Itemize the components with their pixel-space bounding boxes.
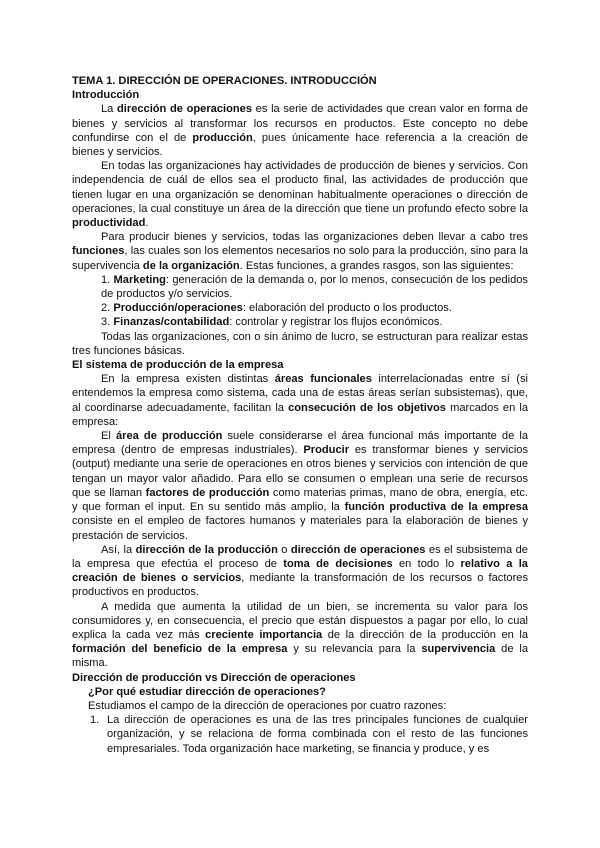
section-heading-vs: Dirección de producción vs Dirección de operaciones xyxy=(72,671,356,684)
document-title: TEMA 1. DIRECCIÓN DE OPERACIONES. INTRODUCCIÓN xyxy=(72,75,377,87)
document-page xyxy=(72,74,528,756)
subsection-heading-why: ¿Por qué estudiar dirección de operaciones? xyxy=(88,685,326,698)
function-item-finanzas: 3. Finanzas/contabilidad: controlar y registrar los flujos económicos. xyxy=(101,316,443,329)
paragraph: Para producir bienes y servicios, todas las organizaciones deben llevar a cabo tres funciones, las cuales son los elementos necesarios no solo para la producción, sino para la supervivencia de la organización. Estas funciones, a grandes rasgos, son las siguientes: xyxy=(72,231,528,272)
paragraph: Estudiamos el campo de la dirección de operaciones por cuatro razones: xyxy=(88,699,447,712)
paragraph: A medida que aumenta la utilidad de un bien, se incrementa su valor para los consumidores y, en consecuencia, el precio que están dispuestos a pagar por ello, lo cual explica la cada vez más creciente importancia de la dirección de la producción en la formación del beneficio de la empresa y su relevancia para la supervivencia de la misma. xyxy=(72,600,529,670)
section-heading-introduccion: Introducción xyxy=(72,89,140,102)
paragraph: En la empresa existen distintas áreas funcionales interrelacionadas entre sí (si entendemos la empresa como sistema, cada una de estas áreas serían subsistemas), que, al coordinarse adecuadamente, facilitan la consecución de los objetivos marcados en la empresa: xyxy=(72,373,529,428)
function-item-produccion: 2. Producción/operaciones: elaboración del producto o los productos. xyxy=(101,302,452,315)
paragraph: Todas las organizaciones, con o sin ánimo de lucro, se estructuran para realizar estas tres funciones básicas. xyxy=(72,330,528,357)
section-heading-sistema: El sistema de producción de la empresa xyxy=(72,359,284,372)
list-item: 1. La dirección de operaciones es una de las tres principales funciones de cualquier organización, y se relaciona de forma combinada con el resto de las funciones empresariales. Toda organización hace marketing, se financia y produce, y es xyxy=(90,714,528,755)
paragraph: En todas las organizaciones hay actividades de producción de bienes y servicios. Con independencia de cuál de ellos sea el producto final, las actividades de producción que tienen lugar en una organización se denominan habitualmente operaciones o dirección de operaciones, la cual constituye un área de la dirección que tiene un profundo efecto sobre la productividad. xyxy=(72,160,528,230)
paragraph: La dirección de operaciones es la serie de actividades que crean valor en forma de bienes y servicios al transformar los recursos en productos. Este concepto no debe confundirse con el de producción, pues únicamente hace referencia a la creación de bienes y servicios. xyxy=(72,103,529,159)
paragraph: Así, la dirección de la producción o dirección de operaciones es el subsistema de la empresa que efectúa el proceso de toma de decisiones en todo lo relativo a la creación de bienes o servicios, mediante la transformación de los recursos o factores productivos en productos. xyxy=(72,543,528,599)
reasons-list xyxy=(72,713,528,756)
paragraph: El área de producción suele considerarse el área funcional más importante de la empresa (dentro de empresas industriales). Producir es transformar bienes y servicios (output) mediante una serie de operaciones en otros bienes y servicios con intención de que tengan un mayor valor añadido. Para ello se consumen o emplean una serie de recursos que se llaman factores de producción como materias primas, mano de obra, energía, etc. y que forman el input. En su sentido más amplio, la función productiva de la empresa consiste en el empleo de factores humanos y materiales para la elaboración de bienes y prestación de servicios. xyxy=(72,430,528,542)
function-item-marketing: 1. Marketing: generación de la demanda o, por lo menos, consecución de los pedidos de productos y/o servicios. xyxy=(101,273,528,301)
